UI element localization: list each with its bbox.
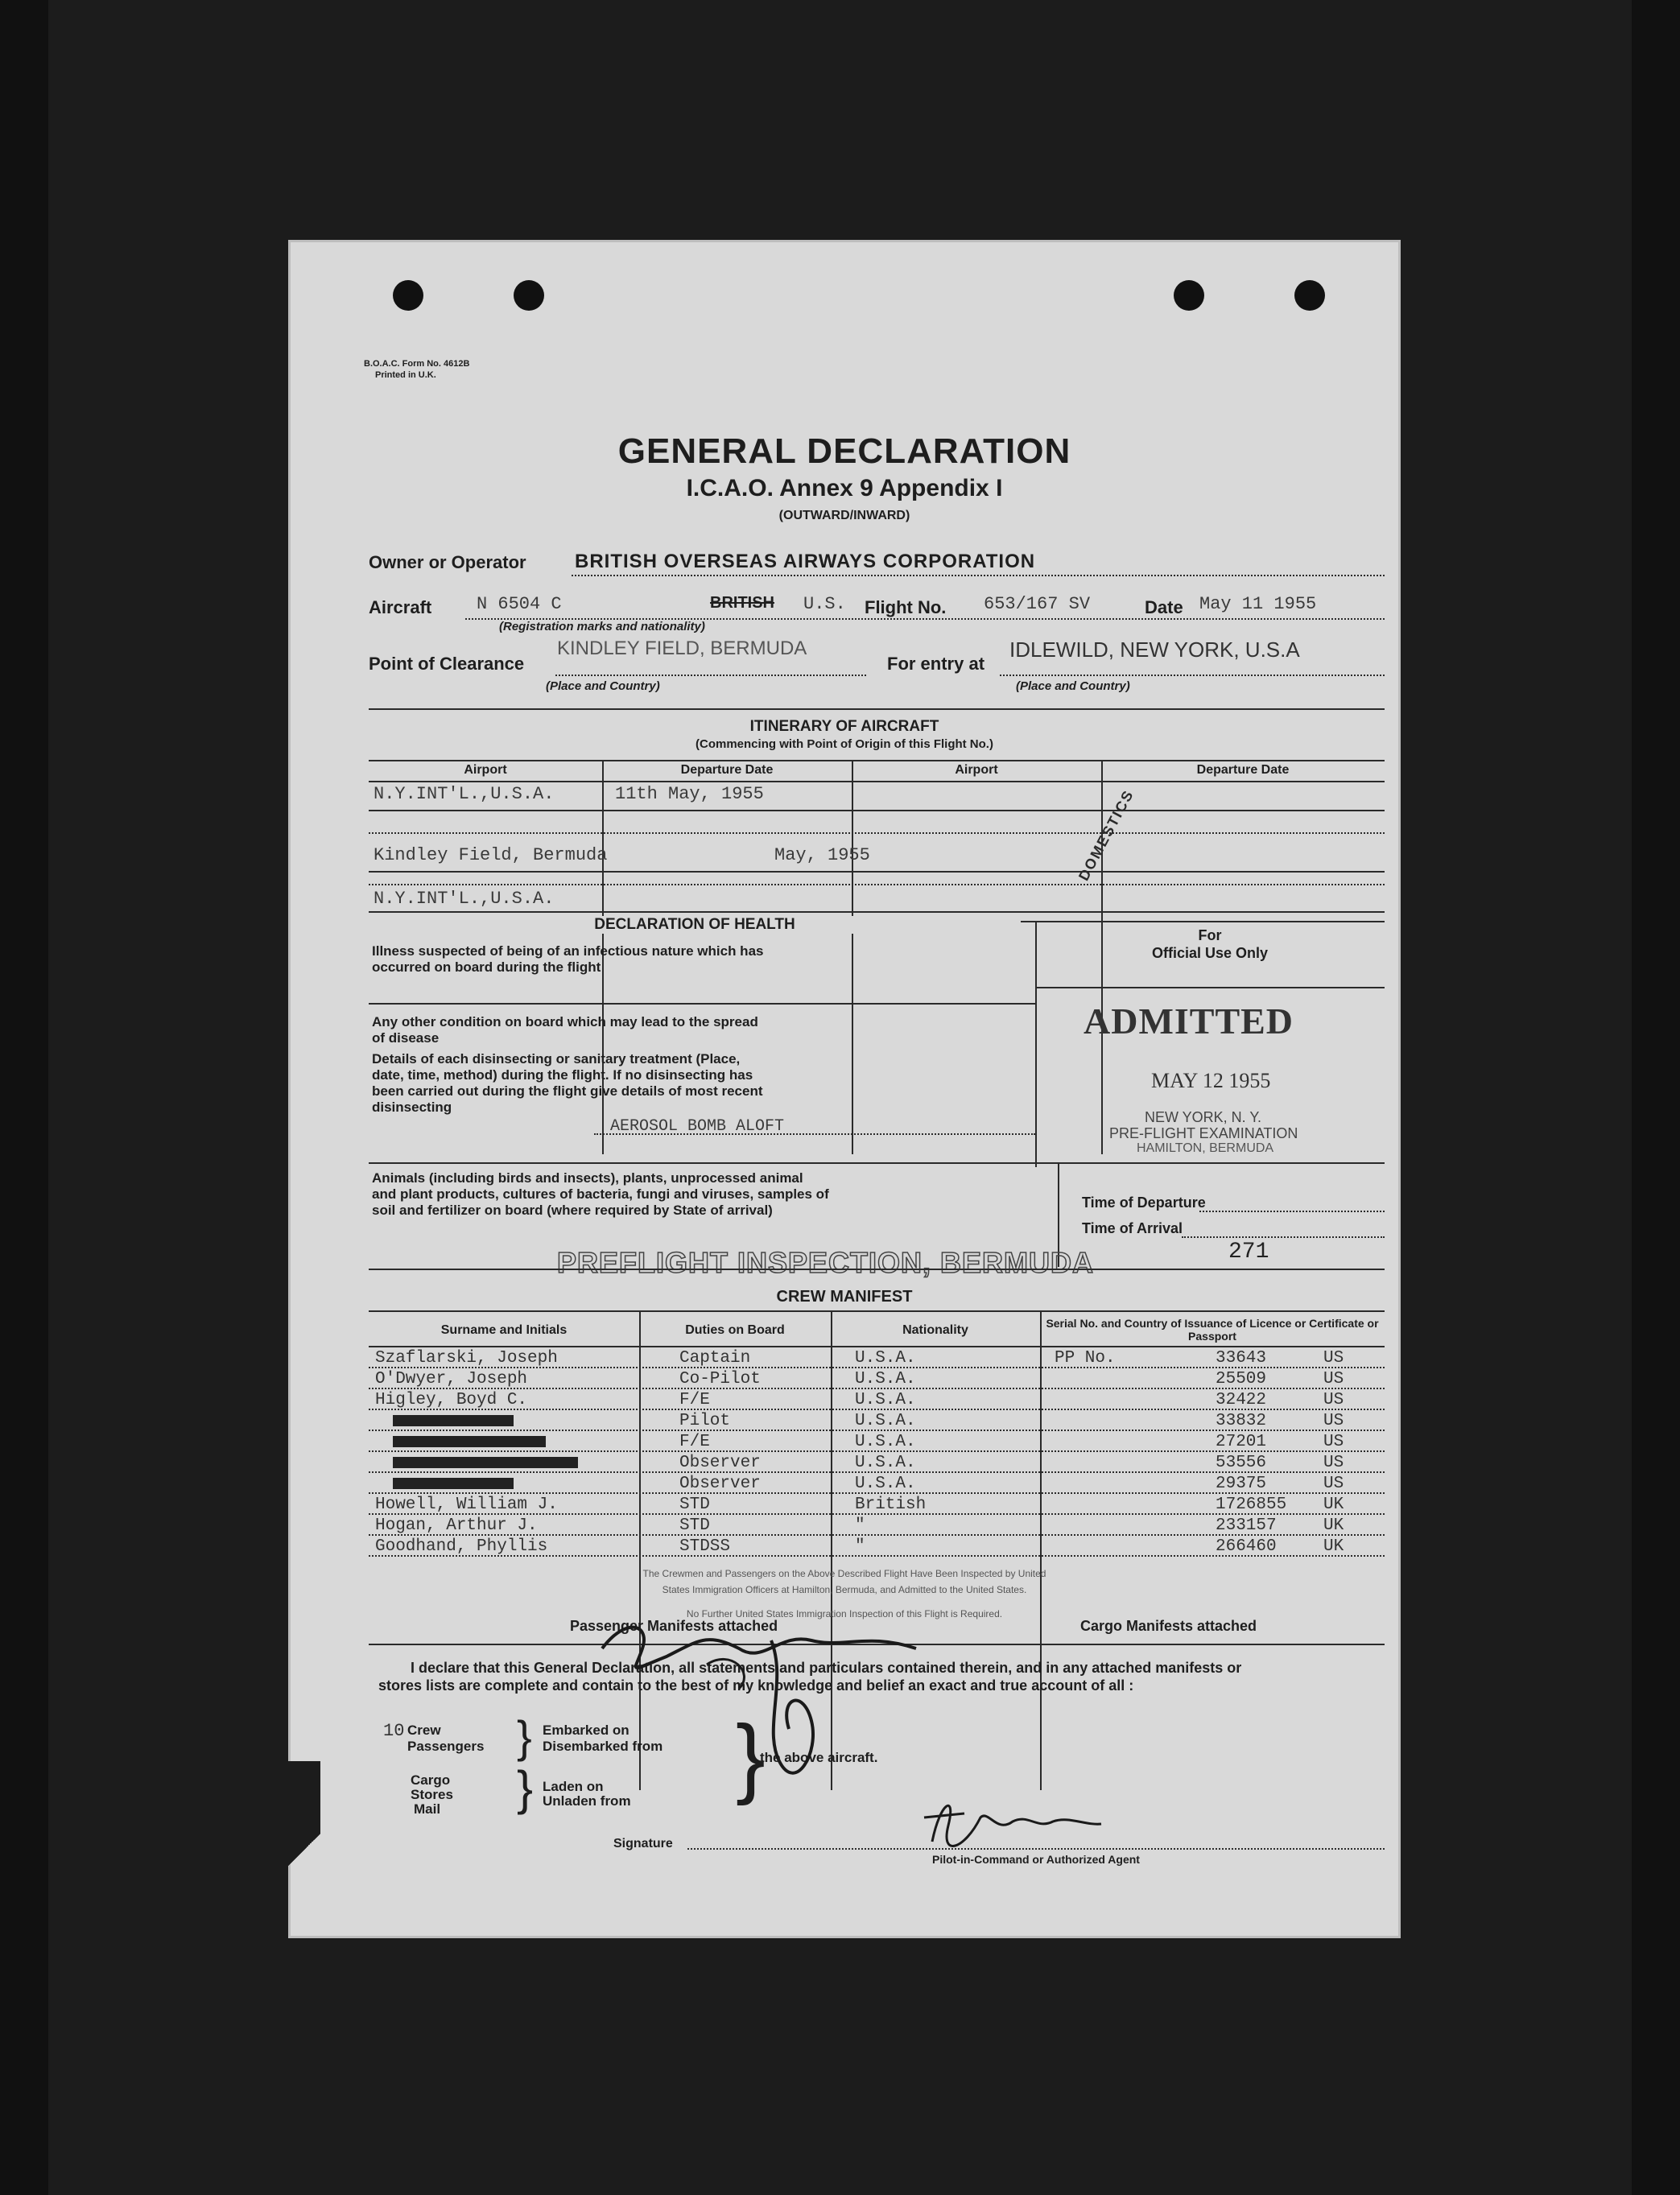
itinerary-rule xyxy=(369,884,1385,885)
itinerary-date: 11th May, 1955 xyxy=(615,784,764,804)
clearance-line xyxy=(555,675,866,676)
preflight-city: NEW YORK, N. Y. xyxy=(1145,1109,1262,1125)
crew-nationality: U.S.A. xyxy=(855,1370,916,1388)
departure-label: Time of Departure xyxy=(1082,1194,1206,1211)
brace: } xyxy=(517,1761,534,1815)
crew-title: CREW MANIFEST xyxy=(776,1288,913,1306)
crew-name: Hogan, Arthur J. xyxy=(375,1516,538,1535)
crew-serial: 266460 xyxy=(1216,1537,1277,1556)
declaration-text: stores lists are complete and contain to the best of my knowledge and belief an exact and true account of all : xyxy=(378,1677,1134,1694)
clearance-label: Point of Clearance xyxy=(369,654,525,674)
crew-serial: 53556 xyxy=(1216,1454,1267,1472)
itinerary-rule xyxy=(369,810,1385,811)
punch-hole xyxy=(1174,280,1204,311)
crew-top xyxy=(369,1269,1385,1270)
crew-serial: 32422 xyxy=(1216,1391,1267,1409)
signature-line xyxy=(687,1848,1385,1850)
film-edge-left xyxy=(0,0,48,2195)
redaction-mark xyxy=(393,1415,514,1426)
aircraft-nationality: U.S. xyxy=(803,594,846,614)
row-rule xyxy=(369,1450,1385,1452)
crew-header: Serial No. and Country of Issuance of Licence or Certificate or Passport xyxy=(1046,1317,1379,1343)
cargo-label: Cargo xyxy=(411,1772,451,1788)
crew-rule xyxy=(369,1310,1385,1312)
crew-country: US xyxy=(1323,1433,1344,1451)
crew-header: Surname and Initials xyxy=(440,1323,568,1337)
domestics-stamp: DOMESTICS xyxy=(1075,786,1137,884)
crew-name: O'Dwyer, Joseph xyxy=(375,1370,528,1388)
crew-rule xyxy=(369,1346,1385,1347)
direction-label: (OUTWARD/INWARD) xyxy=(778,509,910,522)
itinerary-rule xyxy=(369,911,1385,913)
flight-number: 653/167 SV xyxy=(984,594,1091,614)
crew-header: Duties on Board xyxy=(685,1323,785,1337)
passenger-manifests: Passenger Manifests attached xyxy=(570,1618,778,1634)
crew-serial: 1726855 xyxy=(1216,1496,1287,1514)
unladen-label: Unladen from xyxy=(543,1793,631,1809)
entry-label: For entry at xyxy=(887,654,985,674)
table-row xyxy=(369,1433,1385,1449)
signature-caption: Pilot-in-Command or Authorized Agent xyxy=(932,1853,1140,1866)
date-label: Date xyxy=(1145,597,1183,617)
crew-nationality: U.S.A. xyxy=(855,1391,916,1409)
crew-country: UK xyxy=(1323,1516,1344,1535)
crew-name: Szaflarski, Joseph xyxy=(375,1349,558,1368)
page-subtitle: I.C.A.O. Annex 9 Appendix I xyxy=(686,475,1003,501)
operator-value: BRITISH OVERSEAS AIRWAYS CORPORATION xyxy=(575,551,1036,572)
animals-top xyxy=(369,1162,1385,1164)
flight-label: Flight No. xyxy=(865,597,947,617)
crew-country: UK xyxy=(1323,1496,1344,1514)
crew-nationality: U.S.A. xyxy=(855,1475,916,1493)
itinerary-date: May, 1955 xyxy=(774,845,870,865)
departure-line xyxy=(1199,1211,1385,1212)
itinerary-rule xyxy=(369,781,1385,782)
punch-hole xyxy=(514,280,544,311)
brace: } xyxy=(736,1707,766,1806)
official-rule xyxy=(1035,987,1385,988)
declaration-text: I declare that this General Declaration, all statements and particulars contained therein, and in any attached manifests or xyxy=(411,1660,1242,1676)
table-row xyxy=(369,1412,1385,1428)
above-aircraft: the above aircraft. xyxy=(760,1750,878,1765)
crew-duty: STD xyxy=(679,1516,710,1535)
itinerary-header: Airport xyxy=(464,763,507,777)
health-rule xyxy=(369,1003,1035,1005)
entry-line xyxy=(1000,675,1385,676)
crew-duty: Observer xyxy=(679,1475,761,1493)
nationality-struck: BRITISH xyxy=(710,594,774,612)
entry-value: IDLEWILD, NEW YORK, U.S.A xyxy=(1009,637,1300,662)
arrival-label: Time of Arrival xyxy=(1082,1220,1183,1236)
itinerary-title: ITINERARY OF AIRCRAFT xyxy=(749,718,939,735)
table-row xyxy=(369,1496,1385,1512)
embarked-label: Embarked on xyxy=(543,1723,629,1738)
aircraft-label: Aircraft xyxy=(369,597,432,617)
clearance-caption: (Place and Country) xyxy=(546,679,660,693)
health-title: DECLARATION OF HEALTH xyxy=(369,916,1021,934)
crew-serial: 233157 xyxy=(1216,1516,1277,1535)
row-rule xyxy=(369,1388,1385,1389)
punch-hole xyxy=(393,280,423,311)
itinerary-rule xyxy=(369,871,1385,873)
declaration-form xyxy=(288,240,1401,1938)
inspection-note: No Further United States Immigration Inspection of this Flight is Required. xyxy=(686,1608,1003,1619)
disinsecting-value: AEROSOL BOMB ALOFT xyxy=(610,1117,785,1136)
crew-nationality: " xyxy=(855,1537,865,1556)
itinerary-header: Departure Date xyxy=(680,763,774,777)
arrival-line xyxy=(1182,1236,1385,1238)
crew-duty: Co-Pilot xyxy=(679,1370,761,1388)
crew-nationality: British xyxy=(855,1496,927,1514)
entry-caption: (Place and Country) xyxy=(1016,679,1130,693)
registration-caption: (Registration marks and nationality) xyxy=(499,620,705,633)
crew-name: Higley, Boyd C. xyxy=(375,1391,528,1409)
arrival-value: 271 xyxy=(1228,1240,1269,1265)
itinerary-top xyxy=(369,760,1385,761)
crew-serial: 27201 xyxy=(1216,1433,1267,1451)
inspection-note: The Crewmen and Passengers on the Above Described Flight Have Been Inspected by United xyxy=(642,1568,1046,1579)
itinerary-airport: N.Y.INT'L.,U.S.A. xyxy=(374,784,555,804)
inspection-note: States Immigration Officers at Hamilton, Bermuda, and Admitted to the United States. xyxy=(662,1584,1027,1595)
table-row xyxy=(369,1349,1385,1368)
passengers-label: Passengers xyxy=(407,1739,485,1754)
film-edge-right xyxy=(1632,0,1680,2195)
crew-serial: 25509 xyxy=(1216,1370,1267,1388)
itinerary-header: Departure Date xyxy=(1196,763,1290,777)
mail-label: Mail xyxy=(414,1801,441,1817)
crew-duty: Observer xyxy=(679,1454,761,1472)
itinerary-airport: N.Y.INT'L.,U.S.A. xyxy=(374,889,555,909)
disembarked-label: Disembarked from xyxy=(543,1739,663,1754)
page-title: GENERAL DECLARATION xyxy=(617,431,1071,471)
printed-in: Printed in U.K. xyxy=(375,370,436,380)
officer-signature xyxy=(578,1600,948,1809)
pilot-signature xyxy=(916,1785,1109,1858)
page-fold xyxy=(288,1761,320,1938)
crew-nationality: " xyxy=(855,1516,865,1535)
redaction-mark xyxy=(393,1457,578,1468)
crew-country: US xyxy=(1323,1391,1344,1409)
operator-line xyxy=(572,575,1385,576)
redaction-mark xyxy=(393,1436,546,1447)
itinerary-subtitle: (Commencing with Point of Origin of this Flight No.) xyxy=(696,737,993,751)
table-row xyxy=(369,1516,1385,1533)
row-rule xyxy=(369,1409,1385,1410)
crew-name: Howell, William J. xyxy=(375,1496,558,1514)
crew-duty: STDSS xyxy=(679,1537,731,1556)
crew-country: US xyxy=(1323,1475,1344,1493)
cargo-manifests: Cargo Manifests attached xyxy=(1080,1618,1257,1634)
crew-label: Crew xyxy=(407,1723,441,1738)
itinerary-airport: Kindley Field, Bermuda xyxy=(374,845,608,865)
crew-serial: 29375 xyxy=(1216,1475,1267,1493)
signature-label: Signature xyxy=(613,1837,673,1850)
crew-header: Nationality xyxy=(902,1323,968,1337)
crew-serial-prefix: PP No. xyxy=(1055,1349,1116,1368)
disinsecting-line xyxy=(594,1133,1035,1135)
crew-nationality: U.S.A. xyxy=(855,1412,916,1430)
crew-duty: F/E xyxy=(679,1391,710,1409)
preflight-exam: PRE-FLIGHT EXAMINATION xyxy=(1109,1125,1298,1141)
table-row xyxy=(369,1537,1385,1556)
crew-country: US xyxy=(1323,1412,1344,1430)
brace: } xyxy=(517,1711,532,1762)
divider xyxy=(369,708,1385,710)
operator-label: Owner or Operator xyxy=(369,552,526,572)
table-row xyxy=(369,1454,1385,1470)
row-rule xyxy=(369,1430,1385,1431)
row-rule xyxy=(369,1555,1385,1557)
official-use-label: Official Use Only xyxy=(1151,945,1269,961)
row-rule xyxy=(369,1367,1385,1368)
punch-hole xyxy=(1294,280,1325,311)
laden-label: Laden on xyxy=(543,1779,604,1794)
row-rule xyxy=(369,1471,1385,1473)
itinerary-col xyxy=(852,760,853,1154)
table-row xyxy=(369,1391,1385,1407)
illness-text: Illness suspected of being of an infectious nature which has occurred on board during the flight xyxy=(372,943,764,975)
flight-date: May 11 1955 xyxy=(1199,594,1317,614)
preflight-place: HAMILTON, BERMUDA xyxy=(1137,1141,1274,1155)
itinerary-header: Airport xyxy=(955,763,998,777)
row-rule xyxy=(369,1492,1385,1494)
crew-country: US xyxy=(1323,1349,1344,1368)
crew-serial: 33832 xyxy=(1216,1412,1267,1430)
animals-text: Animals (including birds and insects), plants, unprocessed animal and plant products, cultures of bacteria, fungi and viruses, samples of soil and fertilizer on board (where required by State of arrival) xyxy=(372,1170,829,1218)
stores-label: Stores xyxy=(411,1787,453,1802)
crew-serial: 33643 xyxy=(1216,1349,1267,1368)
crew-nationality: U.S.A. xyxy=(855,1454,916,1472)
crew-name: Goodhand, Phyllis xyxy=(375,1537,548,1556)
disinsecting-text: Details of each disinsecting or sanitary treatment (Place, date, time, method) during the flight. If no disinsecting has been carried out during the flight give details of most recent disinsecting xyxy=(372,1051,763,1115)
condition-text: Any other condition on board which may lead to the spread of disease xyxy=(372,1014,758,1046)
crew-country: US xyxy=(1323,1454,1344,1472)
table-row xyxy=(369,1370,1385,1386)
form-number: B.O.A.C. Form No. 4612B xyxy=(364,359,470,369)
crew-duty: Captain xyxy=(679,1349,751,1368)
crew-country: UK xyxy=(1323,1537,1344,1556)
redaction-mark xyxy=(393,1478,514,1489)
row-rule xyxy=(369,1513,1385,1515)
official-use-label: For xyxy=(1198,927,1222,943)
admitted-date: MAY 12 1955 xyxy=(1151,1069,1271,1092)
table-row xyxy=(369,1475,1385,1491)
itinerary-rule xyxy=(369,832,1385,834)
crew-duty: Pilot xyxy=(679,1412,731,1430)
inspection-stamp: PREFLIGHT INSPECTION, BERMUDA xyxy=(557,1246,1095,1279)
row-rule xyxy=(369,1534,1385,1536)
crew-duty: STD xyxy=(679,1496,710,1514)
clearance-value: KINDLEY FIELD, BERMUDA xyxy=(557,637,807,659)
aircraft-registration: N 6504 C xyxy=(477,594,562,614)
crew-country: US xyxy=(1323,1370,1344,1388)
admitted-stamp: ADMITTED xyxy=(1084,1001,1294,1042)
crew-duty: F/E xyxy=(679,1433,710,1451)
crew-nationality: U.S.A. xyxy=(855,1349,916,1368)
crew-count: 10 xyxy=(383,1721,405,1741)
crew-nationality: U.S.A. xyxy=(855,1433,916,1451)
